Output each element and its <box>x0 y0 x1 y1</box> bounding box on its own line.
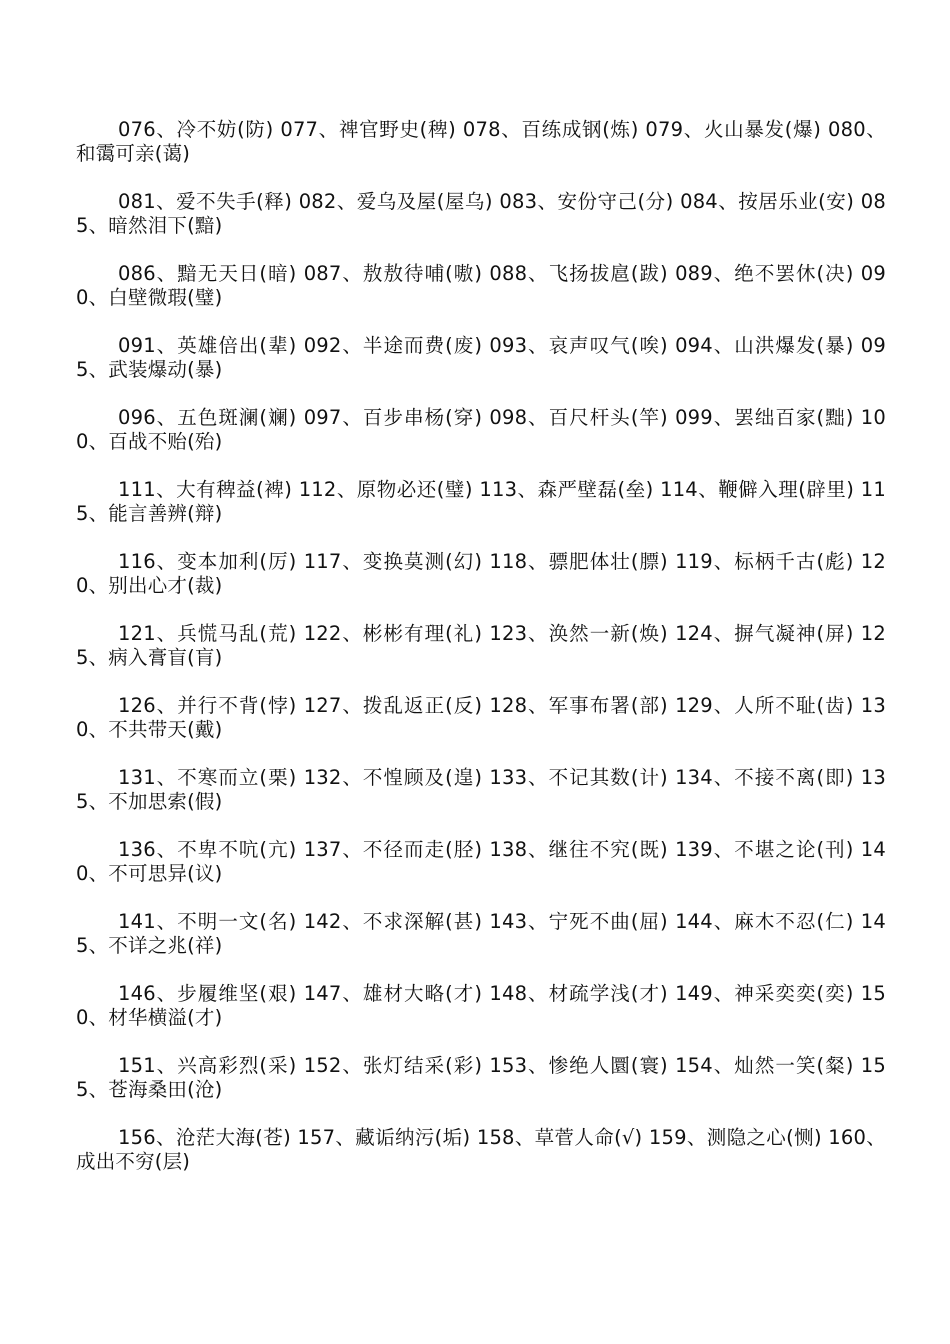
paragraph-121-125: 121、兵慌马乱(荒) 122、彬彬有理(礼) 123、涣然一新(焕) 124、摒气凝神(屏) 125、病入膏盲(肓) <box>76 622 886 669</box>
paragraph-146-150: 146、步履维坚(艰) 147、雄材大略(才) 148、材疏学浅(才) 149、神采奕奕(奕) 150、材华横溢(才) <box>76 982 886 1029</box>
paragraph-081-085: 081、爱不失手(释) 082、爱乌及屋(屋乌) 083、安份守己(分) 084、按居乐业(安) 085、暗然泪下(黯) <box>76 190 886 237</box>
paragraph-076-080: 076、冷不妨(防) 077、禆官野史(稗) 078、百练成钢(炼) 079、火山暴发(爆) 080、和霭可亲(蔼) <box>76 118 886 165</box>
paragraph-151-155: 151、兴高彩烈(采) 152、张灯结采(彩) 153、惨绝人圜(寰) 154、灿然一笑(粲) 155、苍海桑田(沧) <box>76 1054 886 1101</box>
paragraph-141-145: 141、不明一文(名) 142、不求深解(甚) 143、宁死不曲(屈) 144、麻木不忍(仁) 145、不详之兆(祥) <box>76 910 886 957</box>
paragraph-131-135: 131、不寒而立(栗) 132、不惶顾及(遑) 133、不记其数(计) 134、不接不离(即) 135、不加思索(假) <box>76 766 886 813</box>
paragraph-136-140: 136、不卑不吭(亢) 137、不径而走(胫) 138、继往不究(既) 139、不堪之论(刊) 140、不可思异(议) <box>76 838 886 885</box>
paragraph-096-100: 096、五色斑澜(斓) 097、百步串杨(穿) 098、百尺杆头(竿) 099、罢绌百家(黜) 100、百战不贻(殆) <box>76 406 886 453</box>
paragraph-111-115: 111、大有稗益(裨) 112、原物必还(璧) 113、森严壁磊(垒) 114、鞭僻入理(辟里) 115、能言善辨(辩) <box>76 478 886 525</box>
paragraph-091-095: 091、英雄倍出(辈) 092、半途而费(废) 093、哀声叹气(唉) 094、山洪爆发(暴) 095、武装爆动(暴) <box>76 334 886 381</box>
paragraph-116-120: 116、变本加利(厉) 117、变换莫测(幻) 118、骠肥体壮(膘) 119、标柄千古(彪) 120、别出心才(裁) <box>76 550 886 597</box>
paragraph-156-160: 156、沧茫大海(苍) 157、藏诟纳污(垢) 158、草菅人命(√) 159、测隐之心(恻) 160、成出不穷(层) <box>76 1126 886 1173</box>
paragraph-126-130: 126、并行不背(悖) 127、拨乱返正(反) 128、军事布署(部) 129、人所不耻(齿) 130、不共带天(戴) <box>76 694 886 741</box>
paragraph-086-090: 086、黯无天日(暗) 087、敖敖待哺(嗷) 088、飞扬拔扈(跋) 089、绝不罢休(决) 090、白壁微瑕(璧) <box>76 262 886 309</box>
